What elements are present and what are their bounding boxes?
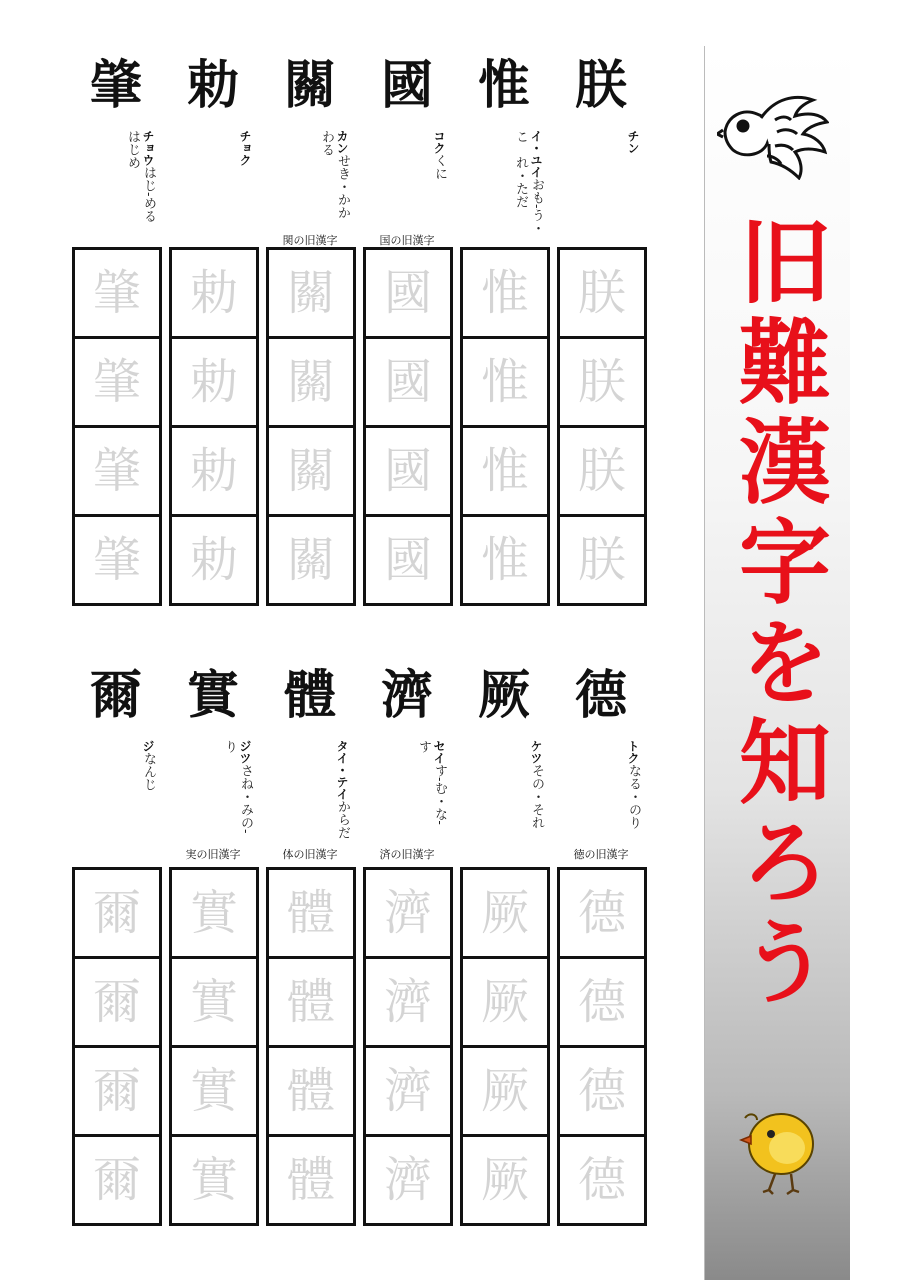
kanji-readings [175,740,253,850]
practice-cell[interactable]: 體 [269,1045,353,1134]
kanji-heading: 勅 [186,55,239,116]
kanji-readings [563,130,641,240]
kanji-heading: 濟 [380,665,433,726]
practice-cell[interactable]: 朕 [577,265,626,321]
kanji-readings [563,740,641,850]
practice-cell[interactable]: 爾 [75,956,159,1045]
practice-cell[interactable]: 厥 [463,1134,547,1223]
kanji-readings [272,130,350,240]
practice-cell[interactable]: 關 [269,514,353,603]
practice-cell[interactable]: 朕 [560,425,644,514]
practice-cell[interactable]: 朕 [560,514,644,603]
on-reading: ケツ [529,740,543,764]
practice-grid[interactable] [266,247,356,606]
on-reading: イ・ユイ [529,130,543,178]
bird-icon [717,90,829,180]
practice-cell[interactable]: 厥 [463,956,547,1045]
practice-cell[interactable]: 惟 [463,514,547,603]
practice-cell[interactable]: 德 [560,1134,644,1223]
kanji-heading: 爾 [89,665,142,726]
practice-cell[interactable]: 厥 [463,1045,547,1134]
practice-cell[interactable]: 勅 [172,336,256,425]
on-reading: カン [335,130,349,154]
practice-grid[interactable] [72,867,162,1226]
practice-cell[interactable]: 勅 [172,425,256,514]
kanji-readings [78,740,156,850]
old-kanji-note: 体の旧漢字 [282,848,338,861]
practice-cell[interactable]: 國 [366,425,450,514]
practice-grid[interactable] [169,247,259,606]
practice-cell[interactable]: 爾 [75,1045,159,1134]
practice-cell[interactable]: 關 [286,265,335,321]
on-reading: ジツ [238,740,252,764]
kun-reading: からだ [335,800,350,839]
kun-reading: す-む・な- す [416,740,447,838]
practice-cell[interactable]: 肇 [75,336,159,425]
kun-reading: くに [432,154,447,180]
on-reading: チョウ [141,130,155,166]
practice-cell[interactable]: 濟 [383,885,432,941]
on-reading: チン [626,130,640,154]
kanji-readings [78,130,156,240]
kanji-heading: 肇 [89,55,142,116]
practice-cell[interactable]: 惟 [463,336,547,425]
kanji-readings [272,740,350,850]
practice-cell[interactable]: 實 [172,1045,256,1134]
practice-grid[interactable] [169,867,259,1226]
kanji-heading: 實 [186,665,239,726]
kanji-readings [466,130,544,240]
practice-grid[interactable] [363,867,453,1226]
on-reading: ジ [141,740,155,752]
practice-cell[interactable]: 肇 [92,265,141,321]
practice-cell[interactable]: 肇 [75,514,159,603]
practice-cell[interactable]: 體 [286,885,335,941]
practice-cell[interactable]: 朕 [560,336,644,425]
practice-grid[interactable] [557,867,647,1226]
on-reading: トク [626,740,640,764]
kanji-readings [466,740,544,850]
kanji-readings [175,130,253,240]
practice-cell[interactable]: 體 [269,956,353,1045]
kanji-heading: 厥 [477,665,530,726]
old-kanji-note: 実の旧漢字 [185,848,241,861]
kun-reading: せき・かか わる [319,130,350,232]
kanji-heading: 關 [283,55,336,116]
practice-cell[interactable]: 實 [172,956,256,1045]
kanji-readings [369,740,447,850]
practice-cell[interactable]: 濟 [366,1134,450,1223]
practice-cell[interactable]: 勅 [172,514,256,603]
banner-title: 旧難漢字を知ろう [724,214,832,1014]
old-kanji-note: 済の旧漢字 [379,848,435,861]
practice-cell[interactable]: 德 [560,956,644,1045]
on-reading: タイ・テイ [335,740,349,800]
practice-cell[interactable]: 實 [172,1134,256,1223]
title-banner [704,46,850,1280]
kanji-heading: 國 [380,55,433,116]
practice-cell[interactable]: 濟 [366,1045,450,1134]
practice-cell[interactable]: 關 [269,336,353,425]
practice-cell[interactable]: 勅 [189,265,238,321]
old-kanji-note: 関の旧漢字 [282,234,338,247]
kanji-heading: 德 [574,665,627,726]
practice-cell[interactable]: 國 [366,336,450,425]
practice-cell[interactable]: 厥 [480,885,529,941]
practice-cell[interactable]: 德 [560,1045,644,1134]
kun-reading: さね・みの- り [222,740,253,847]
practice-cell[interactable]: 國 [366,514,450,603]
practice-grid[interactable] [266,867,356,1226]
practice-grid[interactable] [72,247,162,606]
practice-grid[interactable] [460,867,550,1226]
practice-cell[interactable]: 體 [269,1134,353,1223]
old-kanji-note: 国の旧漢字 [379,234,435,247]
practice-cell[interactable]: 爾 [92,885,141,941]
practice-cell[interactable]: 關 [269,425,353,514]
chick-icon [735,1104,825,1196]
practice-cell[interactable]: 國 [383,265,432,321]
practice-cell[interactable]: 爾 [75,1134,159,1223]
kanji-heading: 惟 [477,55,530,116]
practice-grid[interactable] [460,247,550,606]
practice-cell[interactable]: 肇 [75,425,159,514]
kun-reading: なんじ [141,752,156,791]
practice-cell[interactable]: 實 [189,885,238,941]
practice-grid[interactable] [557,247,647,606]
kanji-readings [369,130,447,240]
kun-reading: おも-う・こ れ・ただ [513,130,544,235]
kun-reading: その・それ [529,764,544,829]
kun-reading: はじ-める はじめ [125,130,156,236]
practice-cell[interactable]: 惟 [463,425,547,514]
on-reading: チョク [238,130,252,166]
kun-reading: なる・のり [626,764,641,829]
practice-cell[interactable]: 惟 [480,265,529,321]
practice-cell[interactable]: 濟 [366,956,450,1045]
practice-grid[interactable] [363,247,453,606]
on-reading: コク [432,130,446,154]
practice-cell[interactable]: 德 [577,885,626,941]
kanji-heading: 朕 [574,55,627,116]
old-kanji-note: 徳の旧漢字 [573,848,629,861]
kanji-heading: 體 [283,665,336,726]
on-reading: セイ [432,740,446,764]
